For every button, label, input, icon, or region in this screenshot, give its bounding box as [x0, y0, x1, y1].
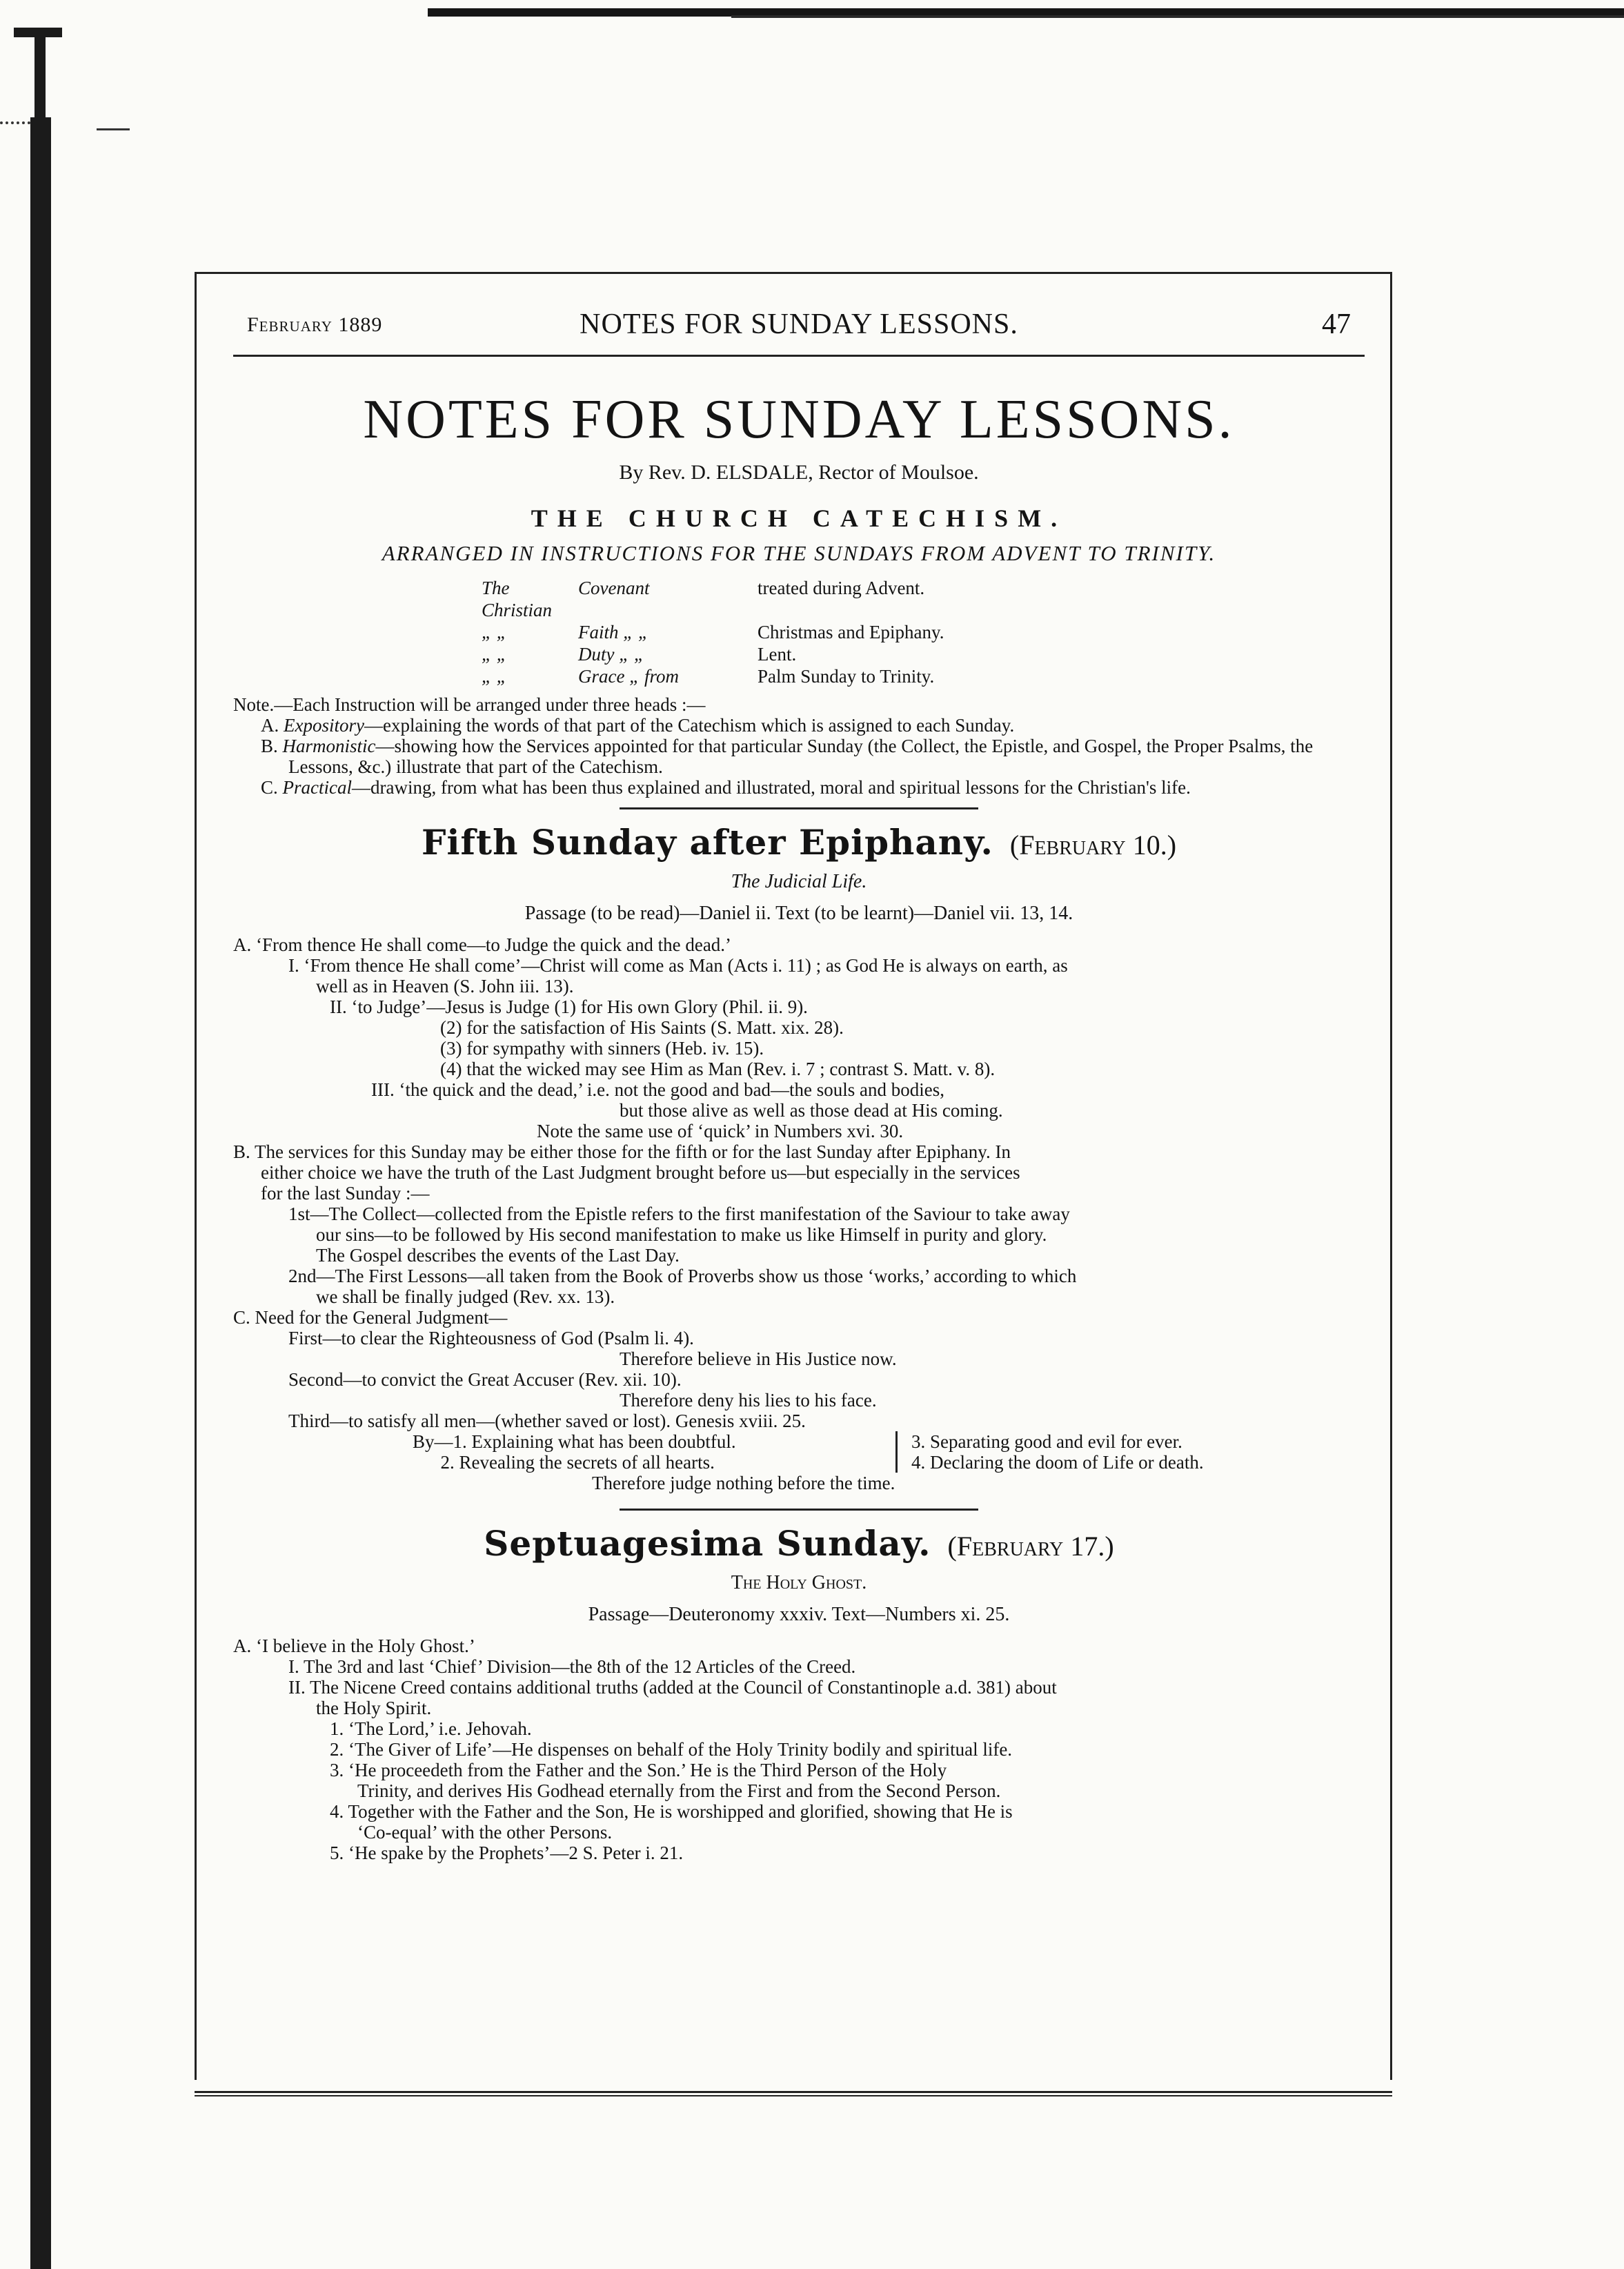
covenant-table	[482, 577, 1365, 687]
section-heading-septuagesima	[233, 1523, 1365, 1564]
header-date: February 1889	[247, 313, 383, 336]
text-line: either choice we have the truth of the Last Judgment brought before us—but especially in the services	[261, 1162, 1020, 1183]
text-line: Trinity, and derives His Godhead eternally from the First and from the Second Person.	[357, 1780, 1001, 1801]
text-line: 5. ‘He spake by the Prophets’—2 S. Peter i. 21.	[330, 1843, 684, 1863]
text-line: First—to clear the Righteousness of God (Psalm li. 4).	[288, 1328, 694, 1348]
covenant-cell: The Christian	[482, 578, 553, 620]
text-line: I. ‘From thence He shall come’—Christ will come as Man (Acts i. 11) ; as God He is always on earth, as	[288, 955, 1068, 976]
text-line: I. The 3rd and last ‘Chief’ Division—the 8th of the 12 Articles of the Creed.	[288, 1656, 856, 1677]
section-subtitle: The Judicial Life.	[731, 871, 867, 892]
by-columns	[413, 1431, 1365, 1473]
section-divider	[620, 807, 978, 809]
text-line: for the last Sunday :—	[261, 1183, 430, 1204]
text-line: A. ‘I believe in the Holy Ghost.’	[233, 1636, 475, 1656]
scan-binding-shadow	[30, 117, 51, 2269]
text-line: (2) for the satisfaction of His Saints (S. Matt. xix. 28).	[440, 1017, 844, 1038]
section-date: (February 17.)	[947, 1531, 1114, 1562]
text-line: II. The Nicene Creed contains additional truths (added at the Council of Constantinople a.d. 381) about	[288, 1677, 1057, 1698]
scan-mark	[34, 28, 46, 131]
note-head-text: —explaining the words of that part of the Catechism which is assigned to each Sunday.	[364, 715, 1015, 736]
text-line: 2nd—The First Lessons—all taken from the Book of Proverbs show us those ‘works,’ according to which	[288, 1266, 1077, 1286]
covenant-row	[482, 621, 1365, 643]
text-line: we shall be finally judged (Rev. xx. 13).	[316, 1286, 615, 1307]
note-head-label: C.	[261, 777, 278, 798]
catechism-title: THE CHURCH CATECHISM.	[531, 504, 1067, 532]
note-head-name: Expository	[284, 715, 364, 736]
text-line: (3) for sympathy with sinners (Heb. iv. 15).	[440, 1038, 764, 1059]
note-head-name: Harmonistic	[282, 736, 376, 756]
section-title: Fifth Sunday after Epiphany.	[421, 822, 993, 863]
covenant-cell: „ „	[482, 644, 507, 665]
text-line: ‘Co-equal’ with the other Persons.	[357, 1822, 613, 1843]
section-divider	[620, 1509, 978, 1511]
text-line: but those alive as well as those dead at His coming.	[620, 1100, 1003, 1121]
note-head-label: B.	[261, 736, 278, 756]
text-line: (4) that the wicked may see Him as Man (Rev. i. 7 ; contrast S. Matt. v. 8).	[440, 1059, 996, 1079]
by-item: 3. Separating good and evil for ever.	[911, 1431, 1182, 1452]
covenant-cell: Covenant	[578, 578, 650, 598]
covenant-row	[482, 577, 1365, 621]
text-line: 1. ‘The Lord,’ i.e. Jehovah.	[330, 1718, 532, 1739]
text-line: well as in Heaven (S. John iii. 13).	[316, 976, 574, 996]
note-head-name: Practical	[282, 777, 352, 798]
text-line: our sins—to be followed by His second manifestation to make us like Himself in purity and glory.	[316, 1224, 1047, 1245]
covenant-cell: Grace „ from	[578, 666, 679, 687]
covenant-cell: Duty „ „	[578, 644, 645, 665]
note-head	[261, 736, 1365, 777]
closing-text: Therefore judge nothing before the time.	[592, 1473, 895, 1493]
page-number: 47	[1322, 308, 1351, 340]
note-head	[261, 777, 1365, 798]
text-line: Third—to satisfy all men—(whether saved or lost). Genesis xviii. 25.	[288, 1411, 806, 1431]
text-line: III. ‘the quick and the dead,’ i.e. not the good and bad—the souls and bodies,	[371, 1079, 945, 1100]
text-line: II. ‘to Judge’—Jesus is Judge (1) for His own Glory (Phil. ii. 9).	[330, 996, 808, 1017]
scan-mark	[97, 128, 130, 130]
running-head	[233, 290, 1365, 352]
text-line: 4. Together with the Father and the Son, He is worshipped and glorified, showing that He is	[330, 1801, 1013, 1822]
closing-line	[592, 1473, 1365, 1493]
note-head-text: —showing how the Services appointed for that particular Sunday (the Collect, the Epistle, and Gospel, the Proper Psalms, the Lessons, &c.) illustrate that part of the Catechism.	[288, 736, 1314, 777]
note-head-label: A.	[261, 715, 279, 736]
text-line: the Holy Spirit.	[316, 1698, 432, 1718]
section-body-septuagesima	[233, 1636, 1365, 1863]
section-passage: Passage (to be read)—Daniel ii. Text (to be learnt)—Daniel vii. 13, 14.	[524, 903, 1073, 924]
header-title: NOTES FOR SUNDAY LESSONS.	[580, 308, 1018, 340]
header-rule	[233, 355, 1365, 357]
covenant-row	[482, 665, 1365, 687]
by-left-column	[413, 1431, 895, 1473]
text-line: 1st—The Collect—collected from the Epistle refers to the first manifestation of the Saviour to take away	[288, 1204, 1070, 1224]
text-line: 2. ‘The Giver of Life’—He dispenses on behalf of the Holy Trinity bodily and spiritual life.	[330, 1739, 1013, 1760]
by-item: By—1. Explaining what has been doubtful.	[413, 1431, 736, 1452]
text-line: A. ‘From thence He shall come—to Judge the quick and the dead.’	[233, 934, 732, 955]
covenant-row	[482, 643, 1365, 665]
note-head-text: —drawing, from what has been thus explained and illustrated, moral and spiritual lessons for the Christian's life.	[352, 777, 1191, 798]
section-body-fifth	[233, 934, 1365, 1431]
by-item: 4. Declaring the doom of Life or death.	[911, 1452, 1204, 1473]
catechism-arranged: ARRANGED IN INSTRUCTIONS FOR THE SUNDAYS FROM ADVENT TO TRINITY.	[382, 541, 1216, 565]
by-right-column	[895, 1431, 1204, 1473]
byline: By Rev. D. ELSDALE, Rector of Moulsoe.	[619, 461, 979, 484]
section-date: (February 10.)	[1009, 829, 1177, 861]
section-title: Septuagesima Sunday.	[484, 1523, 931, 1564]
covenant-cell: „ „	[482, 666, 507, 687]
section-heading-fifth	[233, 822, 1365, 863]
page-bottom-rule	[195, 2091, 1392, 2096]
by-item: 2. Revealing the secrets of all hearts.	[413, 1452, 715, 1473]
text-line: C. Need for the General Judgment—	[233, 1307, 508, 1328]
text-line: Second—to convict the Great Accuser (Rev. xii. 10).	[288, 1369, 682, 1390]
text-line: B. The services for this Sunday may be either those for the fifth or for the last Sunday after Epiphany. In	[233, 1141, 1011, 1162]
section-subtitle: The Holy Ghost.	[731, 1572, 867, 1593]
page-content	[233, 290, 1365, 1863]
note-intro: Note.—Each Instruction will be arranged under three heads :—	[233, 694, 706, 715]
page-title: NOTES FOR SUNDAY LESSONS.	[363, 389, 1235, 450]
scan-edge-line	[731, 15, 1624, 18]
covenant-cell: Faith „ „	[578, 622, 649, 642]
covenant-cell: Lent.	[757, 644, 797, 665]
covenant-cell: treated during Advent.	[757, 578, 925, 598]
section-passage: Passage—Deuteronomy xxxiv. Text—Numbers xi. 25.	[588, 1604, 1010, 1625]
text-line: Therefore believe in His Justice now.	[620, 1348, 897, 1369]
note-head	[261, 715, 1365, 736]
text-line: The Gospel describes the events of the Last Day.	[316, 1245, 680, 1266]
note-block	[233, 694, 1365, 798]
covenant-cell: „ „	[482, 622, 507, 642]
text-line: 3. ‘He proceedeth from the Father and the Son.’ He is the Third Person of the Holy	[330, 1760, 947, 1780]
text-line: Therefore deny his lies to his face.	[620, 1390, 877, 1411]
covenant-cell: Christmas and Epiphany.	[757, 622, 944, 642]
text-line: Note the same use of ‘quick’ in Numbers xvi. 30.	[537, 1121, 904, 1141]
covenant-cell: Palm Sunday to Trinity.	[757, 666, 935, 687]
